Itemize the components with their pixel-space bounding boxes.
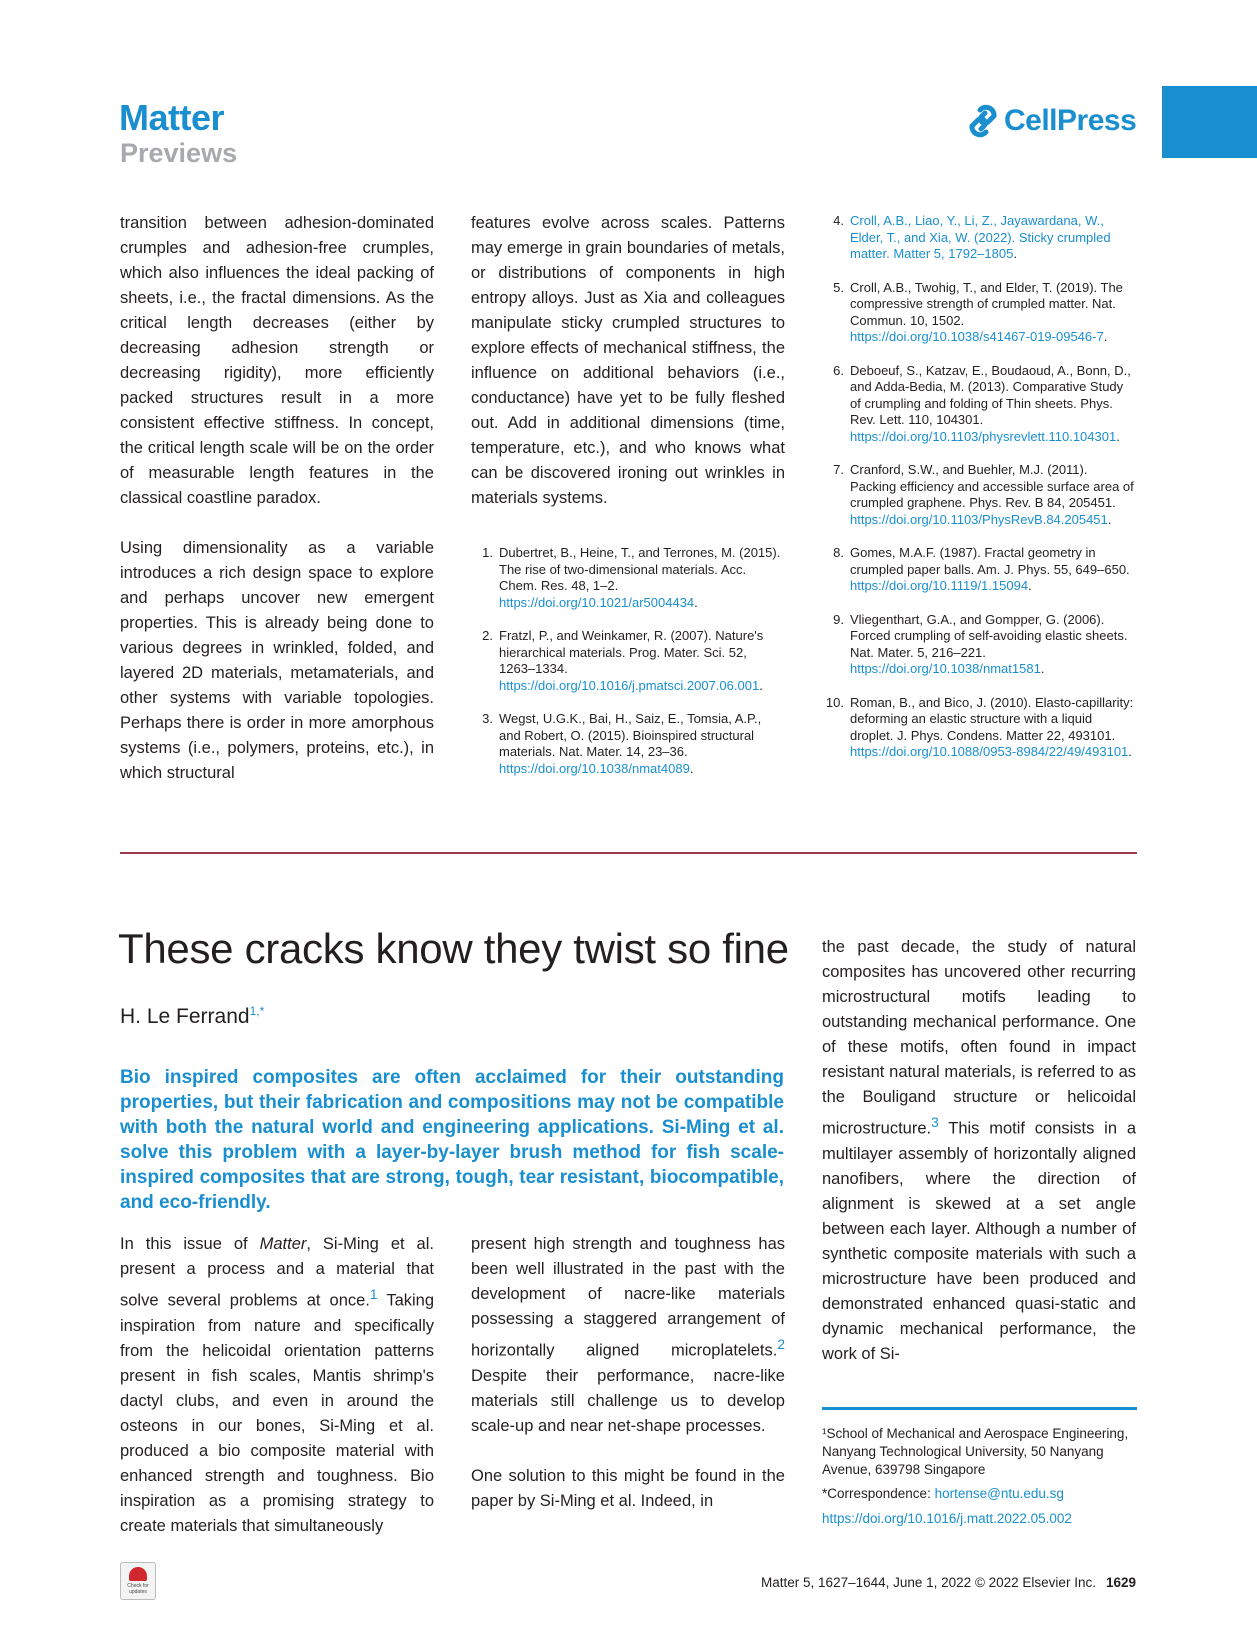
section-tab	[1162, 86, 1257, 158]
prev-col-2	[471, 211, 785, 794]
article-col-1	[120, 1232, 434, 1539]
affiliation: ¹School of Mechanical and Aerospace Engineering, Nanyang Technological University, 50 Nanyang Avenue, 639798 Singapore	[822, 1426, 1129, 1477]
reference-number: 6.	[833, 362, 844, 378]
reference-link[interactable]: https://doi.org/10.1038/s41467-019-09546-7	[850, 329, 1104, 344]
reference-body: Wegst, U.G.K., Bai, H., Saiz, E., Tomsia, A.P., and Robert, O. (2015). Bioinspired structural materials. Nat. Mater. 14, 23–36.	[499, 711, 762, 759]
text-run: the past decade, the study of natural composites has uncovered other recurring microstructural motifs leading to outstanding mechanical performance. One of these motifs, often found in impact resistant natural materials, is referred to as the Bouligand structure or helicoidal microstructure.	[822, 938, 1136, 1138]
text-run: This motif consists in a multilayer assembly of horizontally aligned nanofibers, where the direction of alignment is skewed at a set angle between each layer. Although a number of synthetic composite materials with such a microstructure have been produced and demonstrated enhanced quasi-static and dynamic mechanical performance, the work of Si-	[822, 1119, 1136, 1363]
reference-text	[850, 612, 1137, 678]
footer-citation: Matter 5, 1627–1644, June 1, 2022 © 2022 Elsevier Inc.	[761, 1575, 1096, 1590]
author-name: H. Le Ferrand	[120, 1005, 250, 1028]
reference-text	[850, 462, 1137, 528]
reference-item	[471, 628, 785, 694]
article-col-2	[471, 1232, 785, 1514]
reference-end: .	[1107, 511, 1112, 527]
reference-end: .	[759, 677, 763, 693]
reference-link[interactable]: https://doi.org/10.1038/nmat4089	[499, 760, 690, 776]
prev-col-3	[822, 213, 1137, 778]
reference-end: .	[1128, 744, 1132, 759]
article-paragraph	[471, 1232, 785, 1439]
text-run: In this issue of	[120, 1235, 260, 1253]
reference-body: Dubertret, B., Heine, T., and Terrones, M. (2015). The rise of two-dimensional materials. Acc. Chem. Res. 48, 1–2.	[499, 545, 781, 593]
text-run: Despite their performance, nacre-like materials still challenge us to develop scale-up and near net-shape processes.	[471, 1366, 785, 1435]
reference-body: Cranford, S.W., and Buehler, M.J. (2011). Packing efficiency and accessible surface area of crumpled graphene. Phys. Rev. B 84, 205451.	[850, 462, 1134, 510]
article-divider	[120, 852, 1137, 854]
article-paragraph	[120, 1232, 434, 1539]
section-label: Previews	[120, 138, 238, 168]
reference-number: 3.	[482, 711, 493, 726]
check-for-updates-badge[interactable]	[120, 1562, 156, 1600]
article-paragraph: One solution to this might be found in the paper by Si-Ming et al. Indeed, in	[471, 1466, 785, 1510]
correspondence	[822, 1485, 1064, 1503]
reference-body: Roman, B., and Bico, J. (2010). Elasto-capillarity: deforming an elastic structure with a liquid droplet. J. Phys. Condens. Matter 22, 493101.	[850, 694, 1134, 743]
reference-list	[822, 213, 1137, 761]
reference-text	[850, 213, 1137, 263]
reference-link[interactable]: https://doi.org/10.1103/physrevlett.110.104301	[850, 428, 1117, 444]
reference-text	[499, 711, 785, 777]
cellpress-logo[interactable]	[966, 104, 1136, 138]
reference-end: .	[689, 760, 694, 776]
prev-col-1	[120, 211, 434, 786]
reference-item	[822, 363, 1137, 446]
publisher-name: CellPress	[1004, 104, 1137, 137]
article-abstract: Bio inspired composites are often acclaimed for their outstanding properties, but their fabrication and compositions may not be compatible with both the natural world and engineering applications. Si-Ming et al. solve this problem with a layer-by-layer brush method for fish scale-inspired composites that are strong, tough, tear resistant, biocompatible, and eco-friendly.	[120, 1067, 784, 1213]
article-col-3	[822, 935, 1136, 1367]
reference-link[interactable]: https://doi.org/10.1038/nmat1581	[850, 661, 1041, 676]
badge-label: Check for updates	[127, 1583, 149, 1595]
page-footer	[761, 1574, 1136, 1592]
reference-end: .	[694, 594, 698, 610]
reference-item	[822, 462, 1137, 528]
reference-number: 5.	[833, 279, 844, 295]
reference-link[interactable]: https://doi.org/10.1103/PhysRevB.84.205451	[850, 511, 1108, 527]
reference-text	[850, 363, 1137, 446]
reference-link[interactable]: https://doi.org/10.1016/j.pmatsci.2007.06.001	[499, 677, 760, 693]
reference-link[interactable]: Croll, A.B., Liao, Y., Li, Z., Jayawardana, W., Elder, T., and Xia, W. (2022). Sticky crumpled matter. Matter 5, 1792–1805	[850, 213, 1111, 261]
reference-text	[499, 628, 785, 694]
reference-body: Gomes, M.A.F. (1987). Fractal geometry in crumpled paper balls. Am. J. Phys. 55, 649–650.	[850, 545, 1130, 577]
cellpress-logo-icon	[966, 104, 1000, 138]
citation-link[interactable]: 2	[777, 1337, 785, 1352]
author-affiliation-marker[interactable]: 1,*	[249, 1004, 265, 1018]
bookmark-icon	[129, 1567, 147, 1581]
text-run: , Si-Ming et al. present a process and a material that solve several problems at once.	[120, 1235, 434, 1310]
article-author	[120, 1004, 264, 1029]
article-doi-link[interactable]: https://doi.org/10.1016/j.matt.2022.05.002	[822, 1511, 1072, 1526]
reference-text	[850, 545, 1137, 595]
prev-paragraph: Using dimensionality as a variable introduces a rich design space to explore and perhaps uncover new emergent properties. This is already being done to various degrees in wrinkled, folded, and layered 2D materials, metamaterials, and other systems with variable topologies. Perhaps there is order in more amorphous systems (i.e., polymers, proteins, etc.), in which structural	[120, 539, 434, 782]
reference-end: .	[1103, 329, 1108, 344]
journal-name: Matter	[119, 97, 225, 138]
reference-item	[471, 545, 785, 611]
citation-link[interactable]: 1	[369, 1287, 378, 1302]
reference-number: 7.	[833, 462, 844, 477]
text-run: present high strength and toughness has been well illustrated in the past with the development of nacre-like materials possessing a staggered arrangement of horizontally aligned microplatelets.	[471, 1235, 785, 1360]
correspondence-label: *Correspondence:	[822, 1486, 935, 1501]
reference-body: Croll, A.B., Twohig, T., and Elder, T. (2019). The compressive strength of crumpled matter. Nat. Commun. 10, 1502.	[850, 279, 1123, 328]
reference-body: Deboeuf, S., Katzav, E., Boudaoud, A., Bonn, D., and Adda-Bedia, M. (2013). Comparative Study of crumpling and folding of Thin sheets. Phys. Rev. Lett. 110, 104301.	[850, 362, 1131, 427]
reference-end: .	[1028, 578, 1032, 593]
text-run: Taking inspiration from nature and specifically from the helicoidal orientation patterns present in fish scales, Mantis shrimp's dactyl clubs, and even in around the osteons in our bones, Si-Ming et al. produced a bio composite material with enhanced strength and toughness. Bio inspiration as a promising strategy to create materials that simultaneously	[120, 1291, 435, 1535]
reference-link[interactable]: https://doi.org/10.1119/1.15094	[850, 578, 1029, 593]
reference-item	[471, 711, 785, 777]
reference-link[interactable]: https://doi.org/10.1088/0953-8984/22/49/493101	[850, 744, 1129, 759]
reference-body: Fratzl, P., and Weinkamer, R. (2007). Nature's hierarchical materials. Prog. Mater. Sci. 52, 1263–1334.	[499, 628, 764, 676]
article-paragraph	[822, 935, 1136, 1367]
reference-text	[850, 280, 1137, 346]
reference-number: 2.	[482, 628, 493, 643]
reference-link[interactable]: https://doi.org/10.1021/ar5004434	[499, 594, 695, 610]
reference-item	[822, 280, 1137, 346]
reference-item	[822, 213, 1137, 263]
citation-link[interactable]: 3	[931, 1115, 939, 1130]
reference-item	[822, 545, 1137, 595]
reference-end: .	[1116, 428, 1120, 444]
reference-number: 10.	[825, 694, 844, 710]
affiliation-divider	[822, 1407, 1137, 1410]
correspondence-email-link[interactable]: hortense@ntu.edu.sg	[934, 1486, 1064, 1501]
reference-number: 4.	[833, 213, 844, 228]
journal-italic: Matter	[259, 1235, 307, 1253]
reference-end: .	[1013, 246, 1017, 261]
page-number: 1629	[1105, 1575, 1136, 1590]
prev-paragraph: features evolve across scales. Patterns may emerge in grain boundaries of metals, or distributions of components in high entropy alloys. Just as Xia and colleagues manipulate sticky crumpled structures to explore effects of mechanical stiffness, the influence on additional behaviors (i.e., conductance) have yet to be fully fleshed out. Add in additional dimensions (time, temperature, etc.), and who knows what can be discovered ironing out wrinkles in materials systems.	[471, 214, 785, 507]
reference-number: 9.	[833, 611, 844, 627]
article-title: These cracks know they twist so fine	[118, 925, 789, 972]
reference-item	[822, 612, 1137, 678]
reference-list	[471, 545, 785, 777]
reference-body: Vliegenthart, G.A., and Gompper, G. (2006). Forced crumpling of self-avoiding elastic sheets. Nat. Mater. 5, 216–221.	[850, 611, 1128, 660]
reference-item	[822, 695, 1137, 761]
reference-text	[499, 545, 785, 611]
reference-number: 1.	[482, 545, 493, 560]
reference-number: 8.	[833, 545, 844, 560]
reference-end: .	[1040, 661, 1045, 676]
reference-text	[850, 695, 1137, 761]
prev-paragraph: transition between adhesion-dominated crumples and adhesion-free crumples, which also influences the ideal packing of sheets, i.e., the fractal dimensions. As the critical length decreases (either by decreasing adhesion strength or decreasing rigidity), more efficiently packed structures result in a more consistent effective stiffness. In concept, the critical length scale will be on the order of measurable length features in the classical coastline paradox.	[120, 214, 434, 507]
